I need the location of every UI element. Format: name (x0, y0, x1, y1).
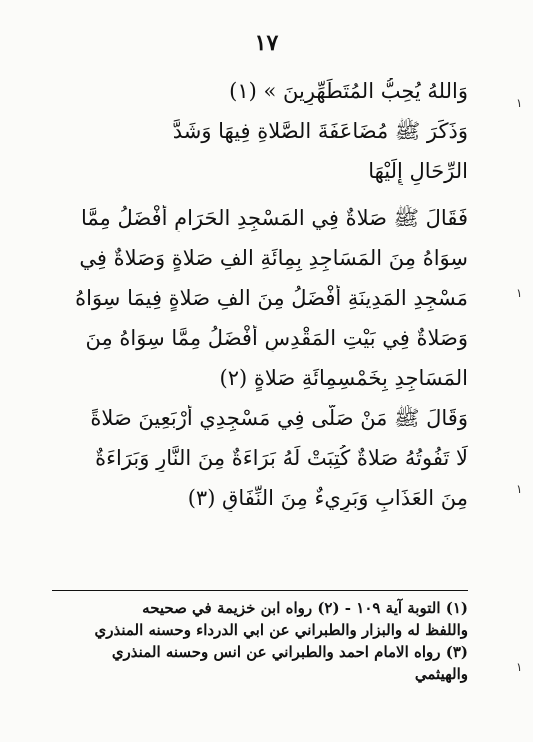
margin-mark: ١ (516, 96, 523, 110)
margin-mark: ١ (516, 660, 523, 674)
body-line: مَسْجِدِ المَدِينَةِ أَفْضَلُ مِنَ الفِ صَلاةٍ فِيمَا سِوَاهُ (75, 286, 468, 310)
footnote-line: والهيثمي (414, 665, 468, 683)
footnote-divider (52, 590, 468, 591)
margin-mark: ١ (516, 482, 523, 496)
footnote-line: (١) التوبة آية ١٠٩ - (٢) رواه ابن خزيمة في صحيحه (142, 599, 468, 617)
body-line: الرِّحَالِ إِلَيْهَا (368, 159, 468, 183)
body-line: وَاللهُ يُحِبُّ المُتَطَهِّرِينَ » (١) (229, 79, 468, 103)
body-text (52, 78, 468, 512)
margin-mark: ١ (516, 286, 523, 300)
body-line: وَصَلاةٌ فِي بَيْتِ المَقْدِسِ أَفْضَلُ مِمَّا سِوَاهُ مِنَ (85, 326, 468, 350)
footnote-line: (٣) رواه الامام احمد والطبراني عن انس وحسنه المنذري (111, 643, 468, 661)
body-line: المَسَاجِدِ بِخَمْسِمِائَةِ صَلاةٍ (٢) (219, 366, 468, 390)
body-line: مِنَ العَذَابِ وَبَرِيءٌ مِنَ النِّفَاقِ (٣) (187, 486, 468, 510)
body-line: سِوَاهُ مِنَ المَسَاجِدِ بِمِائَةِ الفِ صَلاةٍ وَصَلاةٌ فِي (79, 246, 468, 270)
footnotes (52, 598, 468, 686)
body-line: لَا تَفُوتُهُ صَلاةٌ كُتِبَتْ لَهُ بَرَاءَةٌ مِنَ النَّارِ وَبَرَاءَةٌ (95, 446, 468, 470)
page-number: ١٧ (254, 30, 279, 56)
body-line: وَذَكَرَ ﷺ مُضَاعَفَةَ الصَّلاةِ فِيهَا وَشَدَّ (172, 119, 468, 143)
footnote-line: واللفظ له والبزار والطبراني عن ابي الدرداء وحسنه المنذري (94, 621, 468, 639)
body-line: فَقَالَ ﷺ صَلاةٌ فِي المَسْجِدِ الحَرَامِ أَفْضَلُ مِمَّا (81, 206, 468, 230)
body-line: وَقَالَ ﷺ مَنْ صَلَّى فِي مَسْجِدِي أَرْبَعِينَ صَلاةً (90, 406, 468, 430)
